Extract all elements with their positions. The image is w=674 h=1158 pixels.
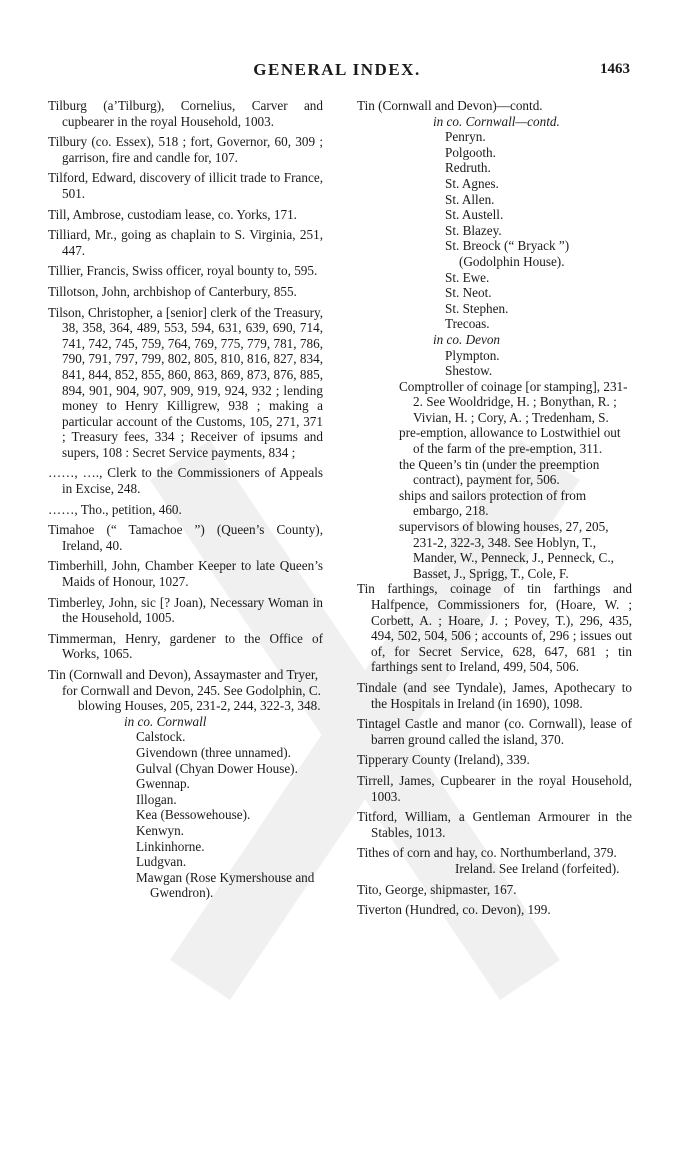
index-entry: St. Blazey. bbox=[445, 222, 502, 238]
index-entry: Polgooth. bbox=[445, 144, 496, 160]
index-entry: Trecoas. bbox=[445, 316, 490, 332]
index-entry: Tillotson, John, archbishop of Canterbury, 855. bbox=[48, 283, 297, 299]
index-entry: Tilliard, Mr., going as chaplain to S. Virginia, 251, 447. bbox=[48, 227, 323, 258]
index-entry: Tintagel Castle and manor (co. Cornwall), lease of barren ground called the island, 370. bbox=[357, 716, 632, 747]
index-entry: blowing Houses, 205, 231-2, 244, 322-3, 348. bbox=[78, 698, 321, 714]
index-entry: Tillier, Francis, Swiss officer, royal bounty to, 595. bbox=[48, 263, 318, 279]
index-entry: Tilbury (co. Essex), 518 ; fort, Governor, 60, 309 ; garrison, fire and candle for, 107. bbox=[48, 134, 323, 165]
index-entry: St. Breock (“ Bryack ”) (Godolphin House). bbox=[445, 238, 570, 269]
index-entry: Gwennap. bbox=[136, 776, 190, 792]
index-entry: supervisors of blowing houses, 27, 205, 231-2, 322-3, 348. See Hoblyn, T., Mander, W., Penneck, J., Penneck, C., Basset, J., Sprigg, T., Cole, F. bbox=[399, 519, 614, 581]
page-number: 1463 bbox=[600, 61, 630, 77]
index-entry: Titford, William, a Gentleman Armourer in the Stables, 1013. bbox=[357, 809, 632, 840]
index-entry: St. Stephen. bbox=[445, 300, 509, 316]
index-entry: ships and sailors protection of from embargo, 218. bbox=[399, 487, 587, 519]
index-entry: Tindale (and see Tyndale), James, Apothecary to the Hospitals in Ireland (in 1690), 1098. bbox=[357, 679, 632, 711]
index-entry: Linkinhorne. bbox=[136, 838, 205, 854]
index-entry: Tirrell, James, Cupbearer in the royal Household, 1003. bbox=[357, 772, 632, 804]
index-entry: Ludgvan. bbox=[136, 854, 187, 870]
index-entry: Gulval (Chyan Dower House). bbox=[136, 760, 298, 776]
page-title: GENERAL INDEX. bbox=[253, 60, 421, 79]
index-entry: Tilson, Christopher, a [senior] clerk of the Treasury, 38, 358, 364, 489, 553, 594, 631, 639, 690, 714, 741, 742, 745, 759, 764, 769, 775, 779, 781, 786, 790, 791, 797, 799, 802, 805, 810, 816, 827, 834, 841, 844, 852, 855, 860, 863, 869, 873, 876, 885, 894, 901, 904, 907, 909, 919, 924, 932 ; lending money to Henry Killigrew, 938 ; making a particular account of the Customs, 105, 271, 371 ; Treasury fees, 334 ; Receiver of ipsums and supers, 108 : Secret Service payments, 834 ; bbox=[48, 304, 323, 460]
index-entry: in co. Cornwall—contd. bbox=[433, 113, 560, 129]
index-entry: Tin farthings, coinage of tin farthings and Halfpence, Commissioners for, (Hoare, W. ; Corbett, A. ; Hoare, J. ; Povey, T.), 296, 435, 494, 502, 504, 506 ; accounts of, 296 ; issues out of, for Secret Service, 628, 647, 681 ; tin farthings sent to Ireland, 499, 504, 506. bbox=[357, 581, 632, 675]
index-entry: Tin (Cornwall and Devon)—contd. bbox=[357, 98, 543, 113]
index-entry: the Queen’s tin (under the preemption contract), payment for, 506. bbox=[399, 456, 600, 488]
index-entry: St. Austell. bbox=[445, 207, 504, 223]
index-entry: St. Ewe. bbox=[445, 269, 490, 285]
index-entry: Givendown (three unnamed). bbox=[136, 744, 291, 760]
index-entry: Calstock. bbox=[136, 729, 186, 745]
index-entry: Comptroller of coinage [or stamping], 231-2. See Wooldridge, H. ; Bonythan, R. ; Vivian, H. ; Cory, A. ; Tredenham, S. bbox=[399, 378, 628, 425]
index-entry: in co. Devon bbox=[433, 331, 501, 347]
index-entry: Kea (Bessowehouse). bbox=[136, 807, 251, 823]
index-column-right bbox=[357, 98, 632, 923]
index-entry: Penryn. bbox=[445, 129, 486, 145]
index-entry: Till, Ambrose, custodiam lease, co. Yorks, 171. bbox=[48, 206, 297, 222]
index-entry: Tipperary County (Ireland), 339. bbox=[357, 752, 530, 768]
index-entry: Timberhill, John, Chamber Keeper to late Queen’s Maids of Honour, 1027. bbox=[48, 558, 323, 590]
index-entry: Redruth. bbox=[445, 160, 491, 176]
page-header bbox=[0, 58, 674, 88]
index-entry: in co. Cornwall bbox=[124, 713, 207, 729]
index-entry: St. Neot. bbox=[445, 285, 492, 301]
index-entry: Plympton. bbox=[445, 347, 500, 363]
index-entry: Mawgan (Rose Kymershouse and Gwendron). bbox=[136, 869, 315, 901]
index-entry: Tiverton (Hundred, co. Devon), 199. bbox=[357, 902, 551, 918]
index-entry: Timberley, John, sic [? Joan), Necessary Woman in the Household, 1005. bbox=[48, 594, 323, 626]
index-entry: Tithes of corn and hay, co. Northumberland, 379. bbox=[357, 845, 617, 861]
index-entry: Tito, George, shipmaster, 167. bbox=[357, 881, 517, 897]
index-entry: Shestow. bbox=[445, 363, 493, 379]
index-entry: Illogan. bbox=[136, 791, 177, 807]
index-entry: Kenwyn. bbox=[136, 822, 184, 838]
index-entry: Timmerman, Henry, gardener to the Office of Works, 1065. bbox=[48, 630, 323, 662]
index-column-left bbox=[48, 98, 323, 901]
index-entry: Tilburg (a’Tilburg), Cornelius, Carver and cupbearer in the royal Household, 1003. bbox=[48, 98, 323, 129]
index-entry: Tilford, Edward, discovery of illicit trade to France, 501. bbox=[48, 170, 323, 201]
index-entry: ……, Tho., petition, 460. bbox=[48, 501, 182, 517]
index-entry: ……, …., Clerk to the Commissioners of Appeals in Excise, 248. bbox=[48, 465, 323, 497]
index-entry: pre-emption, allowance to Lostwithiel out of the farm of the pre-emption, 311. bbox=[399, 425, 621, 457]
index-entry: Timahoe (“ Tamachoe ”) (Queen’s County), Ireland, 40. bbox=[48, 522, 323, 553]
index-entry: Tin (Cornwall and Devon), Assaymaster and Tryer, for Cornwall and Devon, 245. See Godolphin, C. bbox=[48, 667, 321, 698]
index-entry: St. Allen. bbox=[445, 191, 495, 207]
index-entry: St. Agnes. bbox=[445, 175, 499, 191]
index-entry: Ireland. See Ireland (forfeited). bbox=[455, 860, 620, 876]
